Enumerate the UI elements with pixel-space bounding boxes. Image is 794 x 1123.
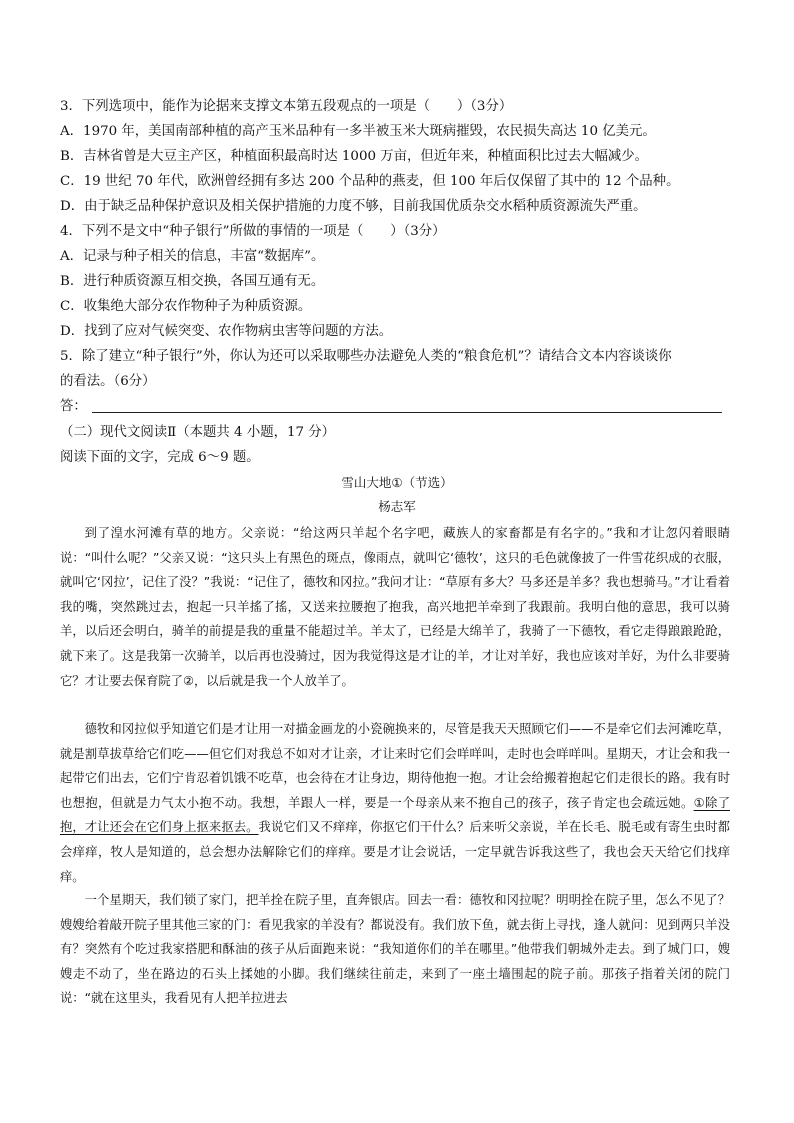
question-4-option-a: A．记录与种子相关的信息，丰富“数据库”。 <box>60 249 325 264</box>
answer-line[interactable] <box>92 412 722 413</box>
question-4-option-c: C．收集绝大部分农作物种子为种质资源。 <box>60 299 312 314</box>
passage-title: 雪山大地①（节选） <box>341 475 453 490</box>
underlined-sentence-1: ①除了抱，才让还会在它们身上抠来抠去。 <box>60 795 730 835</box>
question-3-option-c: C．19 世纪 70 年代，欧洲曾经拥有多达 200 个品种的燕麦，但 100 年后仅保留了其中的 12 个品种。 <box>60 174 680 189</box>
question-3-option-b: B．吉林省曾是大豆主产区，种植面积最高时达 1000 万亩，但近年来，种植面积比过去大幅减少。 <box>60 149 649 164</box>
question-5-stem-line1: 5．除了建立“种子银行”外，你认为还可以采取哪些办法避免人类的“粮食危机”？请结合文本内容谈谈你 <box>60 349 672 364</box>
question-4-option-d: D．找到了应对气候突变、农作物病虫害等问题的方法。 <box>60 324 393 339</box>
question-3-option-a: A．1970 年，美国南部种植的高产玉米品种有一多半被玉米大斑病摧毁，农民损失高达 10 亿美元。 <box>60 124 656 139</box>
passage-paragraph-3: 一个星期天，我们锁了家门，把羊拴在院子里，直奔银店。回去一看：德牧和冈拉呢？明明拴在院子里，怎么不见了？嫂嫂给着敲开院子里其他三家的门：看见我家的羊没有？都说没有。我们放下鱼，就去街上寻找，逢人就问：见到两只羊没有？突然有个吃过我家搭肥和酥油的孩子从后面跑来说：“我知道你们的羊在哪里。”他带我们朝城外走去。到了城门口，嫂嫂走不动了，坐在路边的石头上揉她的小脚。我们继续往前走，来到了一座土墙围起的院子前。那孩子指着关闭的院门说：“就在这里头，我看见有人把羊拉进去 <box>60 893 730 1006</box>
question-4-stem: 4．下列不是文中“种子银行”所做的事情的一项是（ ）（3分） <box>60 224 446 239</box>
section-instruction: 阅读下面的文字，完成 6～9 题。 <box>60 450 260 465</box>
question-4-option-b: B．进行种质资源互相交换，各国互通有无。 <box>60 274 325 289</box>
paragraph-2-text-before: 德牧和冈拉似乎知道它们是才让用一对描金画龙的小瓷碗换来的，尽管是我天天照顾它们——不是牵它们去河滩吃草，就是割草拔草给它们吃——但它们对我总不如对才让亲，才让来时它们会咩咩叫，走时也会咩咩叫。星期天，才让会和我一起带它们出去，它们宁肯忍着饥饿不吃草，也会待在才让身边，期待他抱一抱。才让会给搬着抱起它们走很长的路。我有时也想抱，但就是力气太小抱不动。我想，羊跟人一样，要是一个母亲从来不抱自己的孩子，孩子肯定也会疏远她。 <box>60 722 730 810</box>
question-5-stem-line2: 的看法。（6分） <box>60 374 156 389</box>
answer-label: 答： <box>60 399 87 414</box>
passage-author: 杨志军 <box>378 499 416 514</box>
question-3-option-d: D．由于缺乏品种保护意识及相关保护措施的力度不够，目前我国优质杂交水稻种质资源流失严重。 <box>60 199 647 214</box>
question-3-stem: 3．下列选项中，能作为论据来支撑文本第五段观点的一项是（ ）（3分） <box>60 99 513 114</box>
section-heading: （二）现代文阅读Ⅱ（本题共 4 小题，17 分） <box>60 425 336 440</box>
passage-paragraph-2 <box>60 717 730 889</box>
paragraph-2-text-after: 我说它们又不痒痒，你抠它们干什么？后来听父亲说，羊在长毛、脱毛或有寄生虫时都会痒痒，牧人是知道的，总会想办法解除它们的痒痒。要是才让会说话，一定早就告诉我这些了，我也会天天给它们找痒痒。 <box>60 820 730 884</box>
passage-paragraph-1: 到了湟水河滩有草的地方。父亲说：“给这两只羊起个名字吧，藏族人的家畜都是有名字的。”我和才让忽闪着眼睛说：“叫什么呢？”父亲又说：“这只头上有黑色的斑点，像雨点，就叫它‘德牧’，这只的毛色就像披了一件雪花织成的衣服，就叫它‘冈拉’，记住了没？”我说：“记住了，德牧和冈拉。”我问才让：“草原有多大？马多还是羊多？我也想骑马。”才让看着我的嘴，突然跳过去，抱起一只羊搖了搖，又送来拉腰抱了抱我，高兴地把羊牵到了我跟前。我明白他的意思，我可以骑羊，以后还会明白，骑羊的前提是我的重量不能超过羊。羊太了，已经是大绵羊了，我骑了一下德牧，看它走得踉踉跄跄，就下来了。这是我第一次骑羊，以后再也没骑过，因为我觉得这是才让的羊，才让对羊好，我也应该对羊好，为什么非要骑它？才让要去保育院了②，以后就是我一个人放羊了。 <box>60 526 730 688</box>
